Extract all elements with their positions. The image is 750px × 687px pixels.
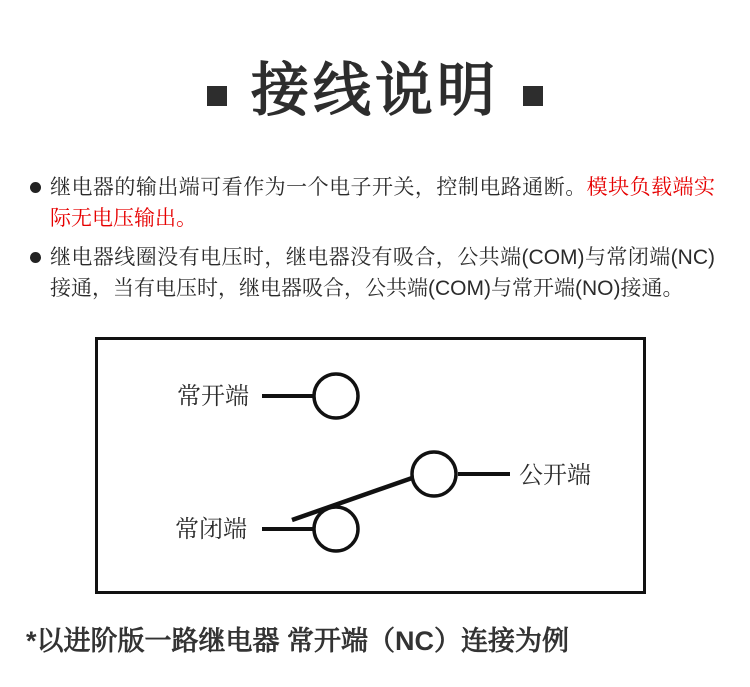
bullet-2-normal-text: 继电器线圈没有电压时，继电器没有吸合，公共端(COM)与常闭端(NC)接通，当有电压时，继电器吸合，公共端(COM)与常开端(NO)接通。 <box>50 246 715 300</box>
footnote: *以进阶版一路继电器 常开端（NC）连接为例 <box>26 626 570 656</box>
title-right-square-icon <box>523 86 543 106</box>
instruction-list <box>30 172 725 312</box>
terminal-normally-open-icon <box>314 374 358 418</box>
bullet-dot-icon <box>30 182 41 193</box>
list-item-relay-coil <box>30 242 725 304</box>
bullet-dot-icon <box>30 252 41 263</box>
page-title: 接线说明 <box>250 58 499 123</box>
list-item-relay-output <box>30 172 725 234</box>
relay-contact-diagram <box>95 337 646 594</box>
title-left-square-icon <box>207 86 227 106</box>
bullet-text-relay-coil <box>50 242 715 304</box>
relay-schematic-svg <box>98 340 643 591</box>
label-normally-open: 常开端 <box>177 383 249 410</box>
bullet-1-warning-text: 模块负载端实际无电压输出。 <box>50 176 716 230</box>
label-normally-closed: 常闭端 <box>175 516 247 543</box>
bullet-text-relay-output <box>50 172 715 234</box>
section-title-row <box>0 60 750 122</box>
terminal-normally-closed-icon <box>314 507 358 551</box>
label-common: 公开端 <box>519 462 591 489</box>
bullet-1-normal-text: 继电器的输出端可看作为一个电子开关，控制电路通断。 <box>50 176 587 199</box>
terminal-common-icon <box>412 452 456 496</box>
